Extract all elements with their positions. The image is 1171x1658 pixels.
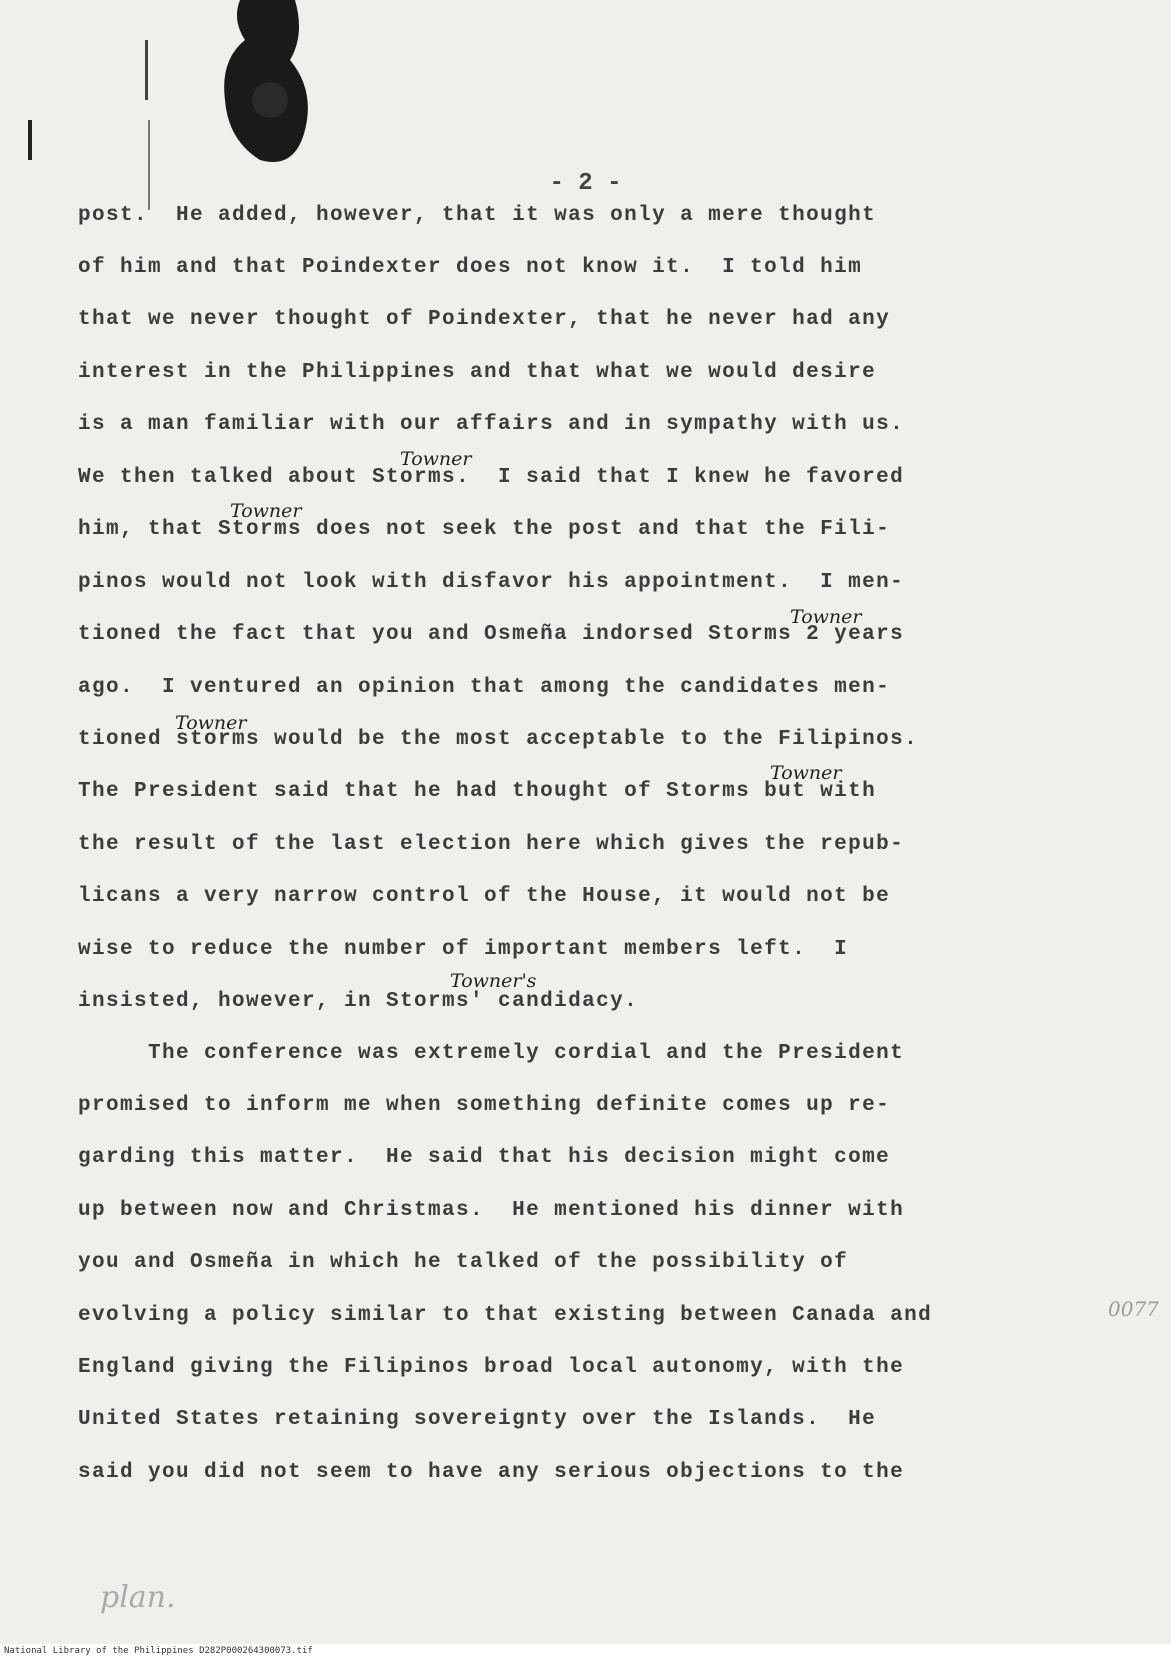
text-line: him, that Storms does not seek the post and that the Fili- [78, 518, 891, 541]
text-line: licans a very narrow control of the House, it would not be [78, 885, 891, 908]
text-line: the result of the last election here which gives the repub- [78, 833, 905, 856]
text-line: is a man familiar with our affairs and in sympathy with us. [78, 413, 905, 436]
text-line: interest in the Philippines and that what we would desire [78, 361, 877, 384]
text-line: tioned the fact that you and Osmeña indorsed Storms 2 years [78, 623, 905, 646]
ink-blot [210, 0, 320, 175]
page-number: - 2 - [549, 170, 622, 197]
handwritten-correction: Towner [790, 606, 862, 628]
handwritten-correction: Towner [230, 500, 302, 522]
text-line: England giving the Filipinos broad local autonomy, with the [78, 1356, 905, 1379]
handwritten-correction: Towner [770, 762, 842, 784]
text-line: pinos would not look with disfavor his appointment. I men- [78, 571, 905, 594]
text-line: wise to reduce the number of important members left. I [78, 938, 849, 961]
text-line: ago. I ventured an opinion that among the candidates men- [78, 676, 891, 699]
text-line: you and Osmeña in which he talked of the possibility of [78, 1251, 849, 1274]
text-line: United States retaining sovereignty over the Islands. He [78, 1408, 877, 1431]
handwritten-closing: plan. [100, 1580, 176, 1615]
handwritten-correction: Towner [175, 712, 247, 734]
text-line: post. He added, however, that it was only a mere thought [78, 204, 877, 227]
scan-footer: National Library of the Philippines D282P000264300073.tif [0, 1644, 1171, 1658]
handwritten-correction: Towner's [450, 970, 537, 992]
text-line: that we never thought of Poindexter, that he never had any [78, 308, 891, 331]
text-line: The conference was extremely cordial and the President [78, 1042, 905, 1065]
handwritten-correction: Towner [400, 448, 472, 470]
text-line: up between now and Christmas. He mentioned his dinner with [78, 1199, 905, 1222]
text-line: of him and that Poindexter does not know it. I told him [78, 256, 863, 279]
margin-note: 0077 [1108, 1297, 1159, 1321]
text-line: garding this matter. He said that his decision might come [78, 1146, 891, 1169]
text-line: tioned storms would be the most acceptable to the Filipinos. [78, 728, 919, 751]
text-line: said you did not seem to have any serious objections to the [78, 1461, 905, 1484]
text-line: evolving a policy similar to that existing between Canada and [78, 1304, 933, 1327]
text-line: We then talked about Storms. I said that I knew he favored [78, 466, 905, 489]
text-line: insisted, however, in Storms' candidacy. [78, 990, 639, 1013]
text-line: promised to inform me when something definite comes up re- [78, 1094, 891, 1117]
text-line: The President said that he had thought of Storms but with [78, 780, 877, 803]
